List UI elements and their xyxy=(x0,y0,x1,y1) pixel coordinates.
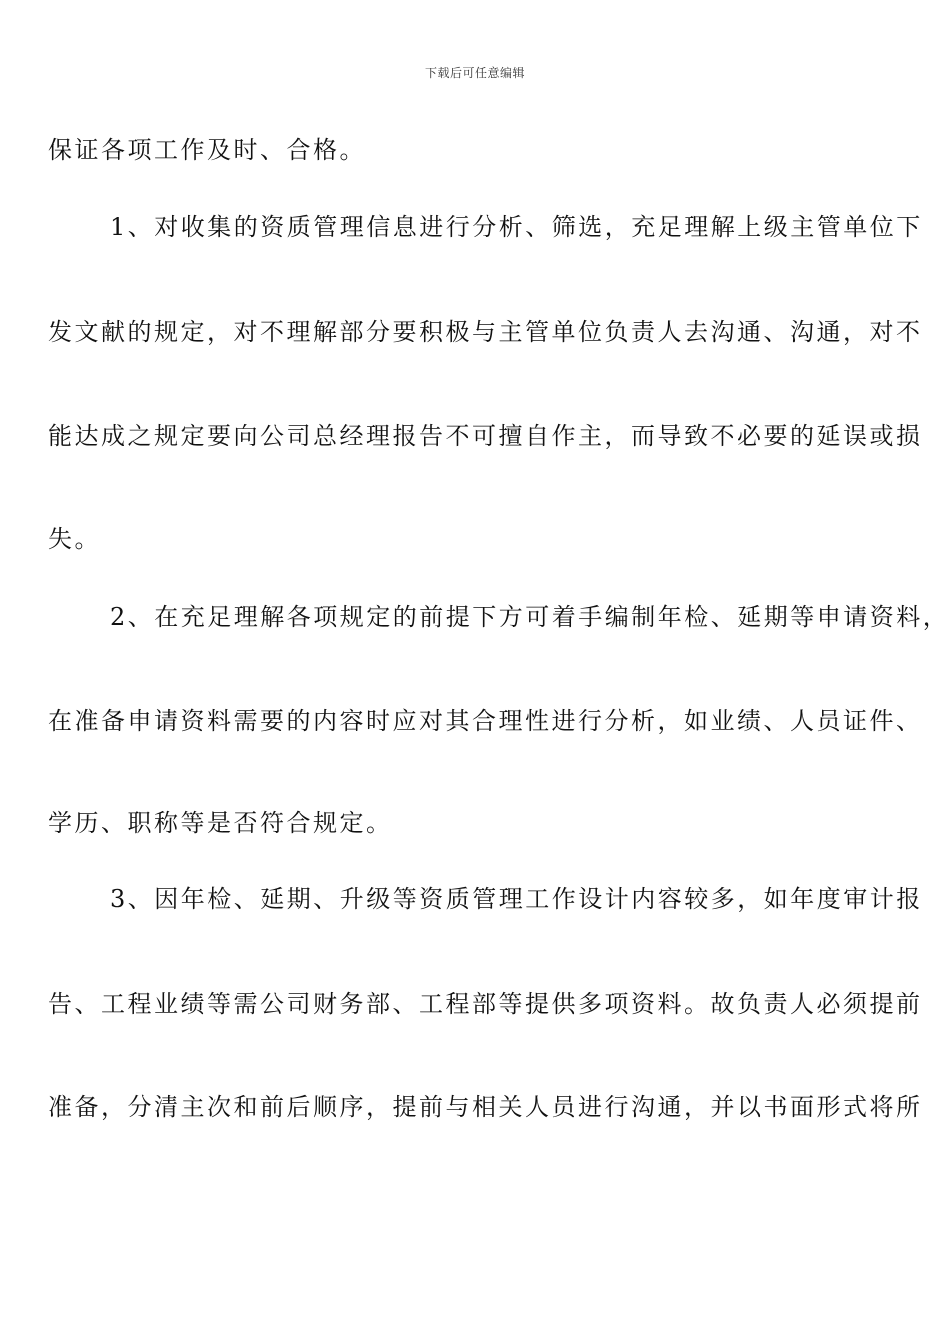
page-header: 下载后可任意编辑 xyxy=(424,66,525,80)
text-line: 发文献的规定，对不理解部分要积极与主管单位负责人去沟通、沟通，对不 xyxy=(48,318,923,346)
text-line: 学历、职称等是否符合规定。 xyxy=(48,809,393,837)
paragraph-3-first-line: 3、因年检、延期、升级等资质管理工作设计内容较多，如年度审计报 xyxy=(110,885,923,913)
text-line: 保证各项工作及时、合格。 xyxy=(48,136,366,164)
text-line: 告、工程业绩等需公司财务部、工程部等提供多项资料。故负责人必须提前 xyxy=(48,990,923,1018)
text-line: 能达成之规定要向公司总经理报告不可擅自作主，而导致不必要的延误或损 xyxy=(48,422,923,450)
paragraph-2-first-line: 2、在充足理解各项规定的前提下方可着手编制年检、延期等申请资料， xyxy=(110,603,950,631)
text-line: 在准备申请资料需要的内容时应对其合理性进行分析，如业绩、人员证件、 xyxy=(48,707,923,735)
text-line: 准备，分清主次和前后顺序，提前与相关人员进行沟通，并以书面形式将所 xyxy=(48,1093,923,1121)
paragraph-1-first-line: 1、对收集的资质管理信息进行分析、筛选，充足理解上级主管单位下 xyxy=(110,213,923,241)
text-line: 失。 xyxy=(48,525,101,553)
